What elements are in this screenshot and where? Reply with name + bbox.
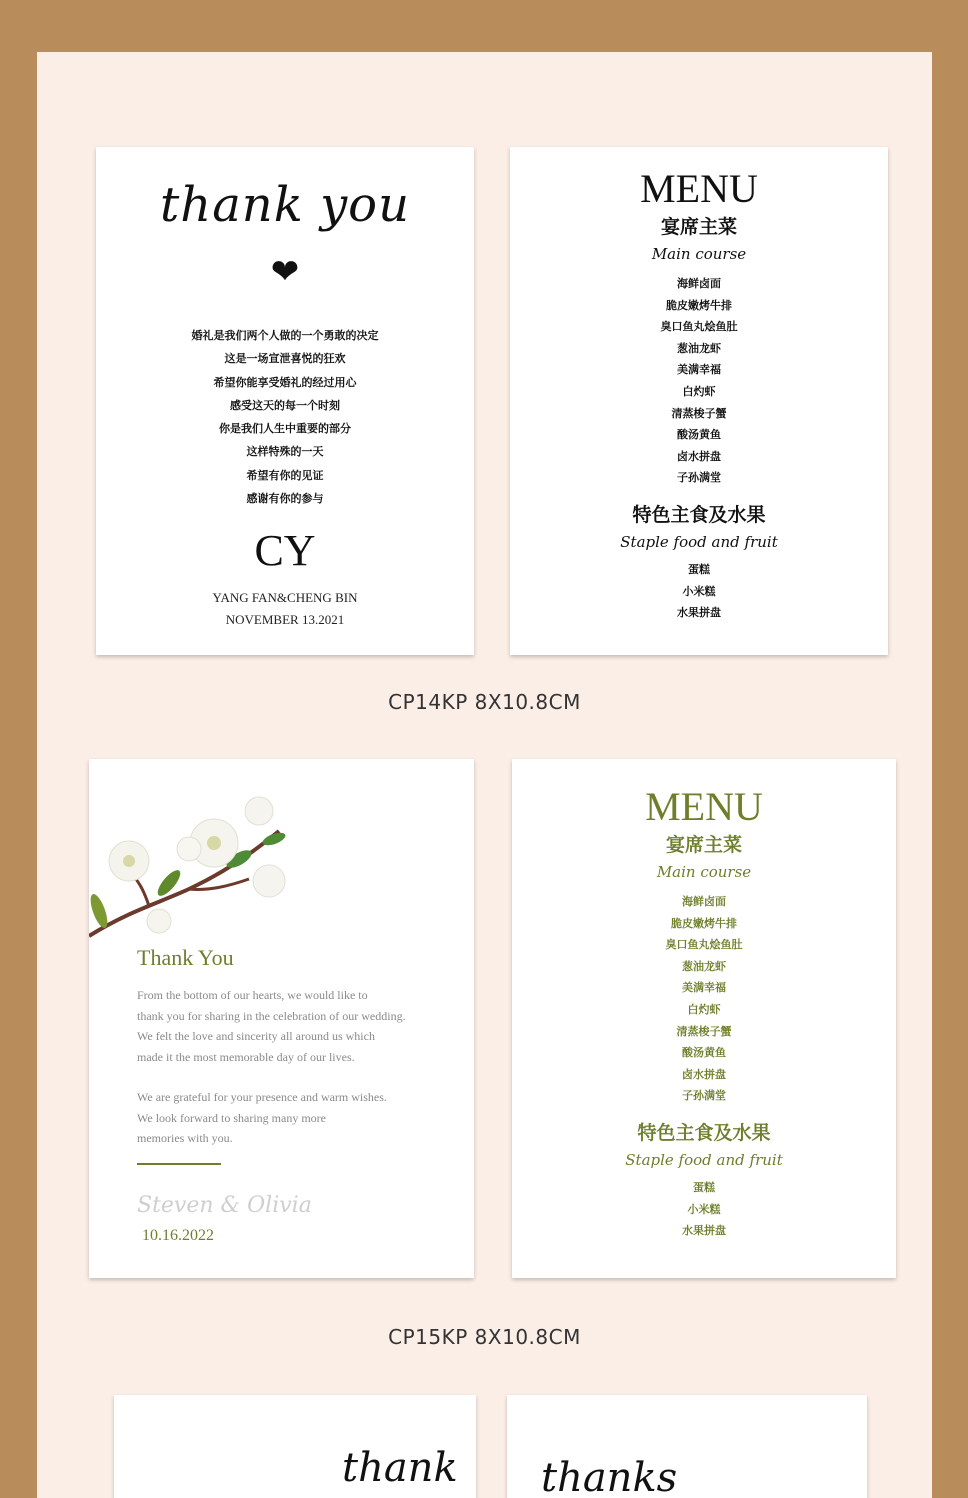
- vow-line: 感谢有你的参与: [246, 492, 324, 506]
- card-title: Thank You: [137, 945, 234, 970]
- dish-item: 子孙满堂: [682, 1089, 726, 1103]
- main-course-heading-cn: 宴席主菜: [660, 216, 737, 238]
- thank-you-card-floral: [89, 759, 474, 1278]
- dish-item: 美满幸福: [682, 981, 726, 995]
- thank-card-partial-right: [507, 1395, 867, 1498]
- signature: Steven & Olivia: [137, 1193, 312, 1218]
- couple-names: YANG FAN&CHENG BIN: [212, 590, 358, 605]
- staple-heading-cn: 特色主食及水果: [637, 1121, 771, 1144]
- vow-line: 这是一场宣泄喜悦的狂欢: [224, 352, 346, 366]
- heart-icon: ❤: [270, 252, 300, 292]
- dish-item: 卤水拼盘: [682, 1067, 726, 1081]
- vow-line: 你是我们人生中重要的部分: [219, 422, 351, 436]
- vow-line: 婚礼是我们两个人做的一个勇敢的决定: [191, 329, 379, 342]
- staple-item: 小米糕: [682, 584, 716, 598]
- dish-item: 酸汤黄鱼: [682, 1046, 726, 1060]
- couple-names-block: [96, 587, 474, 631]
- staple-heading-cn: 特色主食及水果: [632, 503, 766, 526]
- vow-list: [96, 324, 474, 510]
- paragraph-line: From the bottom of our hearts, we would like to: [137, 988, 368, 1002]
- menu-title: MENU: [645, 784, 763, 829]
- dish-item: 臭口鱼丸烩鱼肚: [660, 320, 738, 334]
- main-course-heading-cn: 宴席主菜: [665, 834, 742, 856]
- dish-item: 臭口鱼丸烩鱼肚: [665, 938, 743, 952]
- menu-title: MENU: [640, 166, 758, 211]
- magnolia-branch-illustration: [89, 771, 289, 951]
- vow-line: 希望你能享受婚礼的经过用心: [213, 375, 357, 389]
- dish-list: [510, 273, 888, 489]
- thank-you-paragraph-1: [137, 985, 406, 1067]
- monogram: CY: [254, 526, 316, 575]
- divider: [137, 1163, 221, 1165]
- dish-item: 脆皮嫩烤牛排: [666, 298, 732, 312]
- staple-item: 水果拼盘: [677, 606, 721, 620]
- paragraph-line: We are grateful for your presence and warm wishes.: [137, 1090, 387, 1104]
- staple-item: 水果拼盘: [682, 1224, 726, 1238]
- main-course-heading-en: Main course: [656, 863, 752, 881]
- dish-item: 海鲜卤面: [677, 277, 721, 290]
- dish-item: 清蒸梭子蟹: [671, 406, 727, 420]
- dish-item: 子孙满堂: [677, 471, 721, 485]
- dish-item: 脆皮嫩烤牛排: [671, 916, 737, 930]
- dish-item: 海鲜卤面: [682, 895, 726, 908]
- paragraph-line: We felt the love and sincerity all around us which: [137, 1029, 375, 1043]
- dish-item: 酸汤黄鱼: [677, 428, 721, 442]
- paragraph-line: memories with you.: [137, 1131, 233, 1145]
- thank-you-card-black: [96, 147, 474, 655]
- product-caption: CP14KP 8X10.8CM: [388, 690, 581, 714]
- staple-item: 蛋糕: [693, 1180, 715, 1194]
- dish-list: [512, 891, 896, 1107]
- menu-card-black: [510, 147, 888, 655]
- vow-line: 这样特殊的一天: [246, 445, 324, 459]
- menu-card-green: [512, 759, 896, 1278]
- product-panel: [37, 52, 932, 1498]
- vow-line: 感受这天的每一个时刻: [230, 398, 340, 412]
- dish-item: 葱油龙虾: [677, 341, 721, 355]
- wedding-date: NOVEMBER 13.2021: [225, 612, 345, 627]
- paragraph-line: made it the most memorable day of our lives.: [137, 1049, 355, 1064]
- product-caption: CP15KP 8X10.8CM: [388, 1325, 581, 1349]
- paragraph-line: thank you for sharing in the celebration of our wedding.: [137, 1008, 406, 1023]
- staple-heading-en: Staple food and fruit: [625, 1150, 783, 1169]
- card-title: thank: [342, 1445, 458, 1491]
- thank-you-paragraph-2: [137, 1087, 387, 1149]
- main-course-heading-en: Main course: [651, 245, 747, 263]
- dish-item: 葱油龙虾: [682, 959, 726, 973]
- staple-heading-en: Staple food and fruit: [620, 532, 778, 551]
- card-title: thank you: [159, 177, 410, 233]
- dish-item: 白灼虾: [682, 384, 716, 398]
- staple-list: [512, 1177, 896, 1242]
- card-date: 10.16.2022: [142, 1227, 214, 1244]
- dish-item: 美满幸福: [677, 363, 721, 377]
- staple-item: 小米糕: [687, 1202, 721, 1216]
- thank-card-partial-left: [114, 1395, 476, 1498]
- paragraph-line: We look forward to sharing many more: [137, 1110, 326, 1125]
- card-title: thanks: [541, 1455, 678, 1498]
- dish-item: 清蒸梭子蟹: [676, 1024, 732, 1038]
- vow-line: 希望有你的见证: [246, 468, 324, 482]
- staple-list: [510, 559, 888, 624]
- dish-item: 卤水拼盘: [677, 449, 721, 463]
- staple-item: 蛋糕: [688, 562, 710, 576]
- dish-item: 白灼虾: [687, 1002, 721, 1016]
